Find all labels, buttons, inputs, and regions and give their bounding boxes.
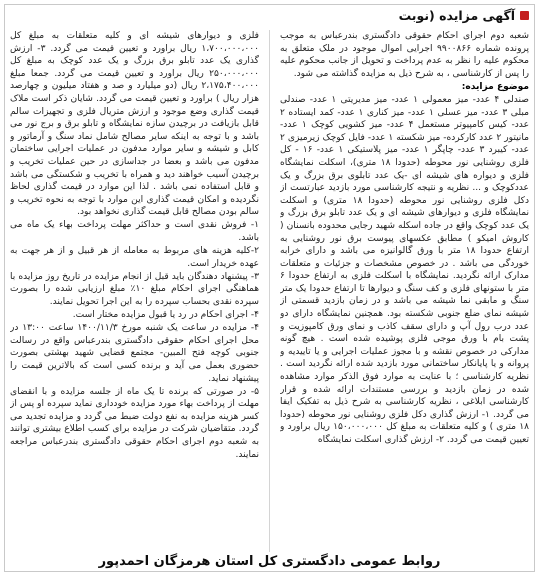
condition-3: ۳- پیشنهاد دهندگان باید قبل از انجام مزایده در تاریخ روز مزایده با هماهنگی اجرای احکام مبلغ ۱۰٪ مبلغ ارزیابی شده را بصورت سپرده نقدی بحساب سپرده را به این اجرا تحویل نمایند.: [10, 271, 259, 307]
condition-1: ۱- فروش نقدی است و حداکثر مهلت پرداخت بهاء یک ماه می باشد.: [10, 220, 259, 243]
footer-signature: روابط عمومی دادگستری کل استان هرمزگان احمدپور: [98, 554, 441, 569]
notice-body: [10, 30, 529, 552]
valuation-paragraph: فلزی و دیوارهای شیشه ای و کلیه متعلقات به مبلغ کل ۱،۷۰۰،۰۰۰،۰۰۰ ریال براورد و تعیین قیمت می گردد. ۳- ارزش گذاری یک عدد تابلو برق بزرگ و یک عدد کوچک به مبلغ کل ۲۵۰،۰۰۰،۰۰۰ ریال براورد و تعیین قیمت می گردد. جمعا مبلغ ۲،۱۷۵،۴۰۰،۰۰۰ ریال (دو میلیارد و صد و هفتاد میلیون و چهارصد هزار ریال ) براورد و تعیین قیمت می گردد. شایان ذکر است ملاک قیمت گذاری وضع موجود و ارزش متریال فلزی و تجهیزات سالم قابل بازیافت در برچیدن سازه نمایشگاه و تابلو برق و برج نور می باشد و با توجه به اینکه سایر مصالح شامل نماد سنگ و آرماتور و کابل و شیشه و سایر موارد مدفون در عملیات اجرایی ساختمان مدفون می باشد و بعضا در جداسازی در حین عملیات تخریب و برچیدن آسیب خواهند دید و همراه با تخریب و شکستگی می باشد و قابل استفاده نمی باشد . لذا این موارد در قیمت گذاری لحاظ نگردیده و امکان قیمت گذاری این موارد با توجه به نحوه تخریب و سالم بودن مصالح قابل قیمت گذاری نخواهد بود.: [10, 31, 259, 218]
left-column: [10, 30, 259, 552]
condition-5: ۵- در صورتی که برنده تا یک ماه از جلسه مزایده و با انقضای مهلت از پرداخت بهاء مورد مزایده خودداری نماید سپرده او پس از کسر هزینه مزایده به نفع دولت ضبط می گردد و مزایده تجدید می گردد. متقاضیان شرکت در مزایده برای کسب اطلاع بیشتری توانند به شعبه دوم اجرای احکام حقوقی دادگستری بندرعباس مراجعه نمایند.: [10, 386, 259, 460]
subject-heading: موضوع مزایده:: [461, 81, 529, 92]
condition-2: ۲-کلیه هزینه های مربوط به معامله از هر قبیل و از هر جهت به عهده خریدار است.: [10, 246, 259, 269]
notice-title: آگهی مزایده (نوبت: [398, 8, 515, 23]
condition-4a: ۴- اجرای احکام در رد یا قبول مزایده مختار است.: [72, 310, 259, 321]
column-divider: [269, 30, 270, 552]
right-column: [280, 30, 529, 552]
notice-header: [399, 8, 529, 23]
red-square-marker-icon: [520, 11, 529, 20]
intro-paragraph: شعبه دوم اجرای احکام حقوقی دادگستری بندرعباس به موجب پرونده شماره ۹۹۰۰۸۶۶ اجرایی اموال موجود در ملک متعلق به محکوم علیه را نظر به عدم پرداخت و تحویل از جانب محکوم علیه را پس از کارشناسی ، به شرح ذیل به مزایده گذاشته می شود.: [280, 31, 529, 79]
condition-4b: ۴- مزایده در ساعت یک شنبه مورخ ۱۴۰۰/۱۱/۳ ساعت ۱۳:۰۰ در محل اجرای احکام حقوقی دادگستری بندرعباس واقع در رسالت جنوبی کوچه فتح المبین- مجتمع قضایی شهید بهشتی بصورت حضوری بعمل می آید و برنده کسی است که بالاترین قیمت را پیشنهاد نماید.: [10, 323, 259, 384]
subject-paragraph: صندلی ۴ عدد- میز معمولی ۱ عدد- میز مدیریتی ۱ عدد- صندلی مبلی ۳ عدد- میز عسلی ۱ عدد- میز کناری ۱ عدد- کمد ایستاده ۲ عدد- کیس کامپیوتر مستعمل ۴ عدد- میز کشویی کوچک ۱ عدد- مانیتور ۲ عدد کارکرده- میز شکسته ۱ عدد- فایل کوچک زیرمیزی ۲ عدد- کیبرد ۳ عدد- چاپگر ۱ عدد- میز پلاستیکی ۱ عدد- ۱۶ - کل فلزی روشنایی نور محوطه (حدودا ۱۸ متری)، اسکلت نمایشگاه فلزی و دیواره های شیشه ای -یک عدد تابلوی برق بزرگ و یک عددکوچک و ... نظریه و نتیجه کارشناسی مورد بازدید عبارتست از دکل فلزی روشنایی نور محوطه (حدودا ۱۸ متری) و اسکلت نمایشگاه فلزی و دیوارهای شیشه ای و یک عدد تابلو برق بزرگ و یک عدد کوچک واقع در جاده اسکله شهید رجایی محدوده بانسنان ( کاروش امیکو ) مطابق عکسهای پیوست برق نور روشنایی به ارتفاع حدودا ۱۸ متر با ورق گالوانیزه می باشد و دارای خرابه خوردگی می باشد . در خصوص مشخصات و جزئیات و متعلقات مدارک ارائه نگردید. نمایشگاه با اسکلت فلزی به ارتفاع حدودا ۶ متر با ستونهای فلزی و کف سنگ و دیوارها تا ارتفاع حدودا یک متر سنگ و مابقی نما شیشه می باشد و در زمان بازدید قسمتی از شیشه نمای ضلع جنوبی شکسته بود. همچنین نمایشگاه دارای دو عدد درب رول آپ و دارای سقف کاذب و نمای ورق کامپوزیت و پشت بام با ورق موجی فلزی پوشیده شده است . هیچ گونه مدارکی در خصوص نقشه و با مجوز عملیات اجرایی و یا تاییدیه و پروانه و یا پایانکار ساختمانی مورد بازدید شده ارائه نگردید است . نظریه کارشناسی ؛ با عنایت به موارد فوق الذکر موارد مشاهده شده در زمان بازدید و بررسی مستندات ارائه شده و قرار کارشناسی ابلاغی ، نظریه کارشناسی به شرح ذیل به تفکیک ایفا می گردد. ۱- ارزش گذاری دکل فلزی روشنایی نور محوطه (حدودا ۱۸ متری ) و کلیه متعلقات به مبلغ کل ۱۵۰،۰۰۰،۰۰۰ ریال براورد و تعیین قیمت می گردد. ۲- ارزش گذاری اسکلت نمایشگاه: [280, 94, 529, 445]
